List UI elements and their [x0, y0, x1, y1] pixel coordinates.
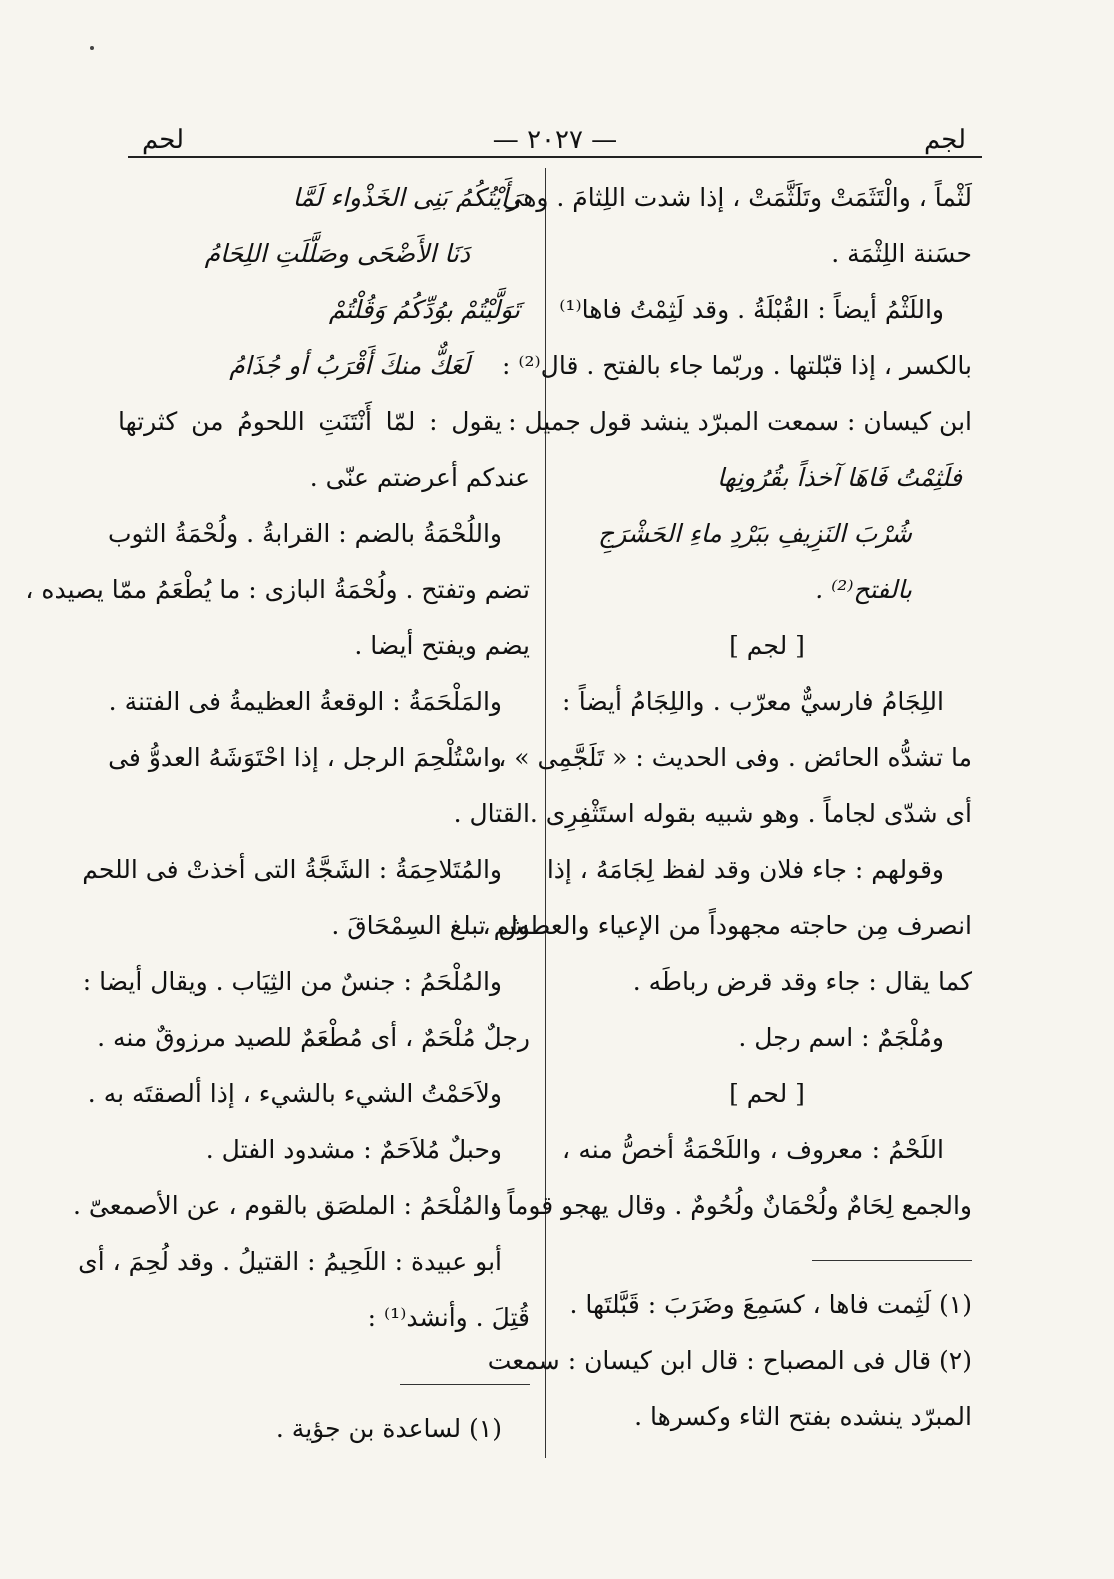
text-line: حسَنة اللِثْمَة .	[831, 239, 972, 268]
text-line: واللَثْمُ أيضاً : القُبْلَةُ . وقد لَثِمْتُ فاها⁽¹⁾	[559, 295, 944, 324]
footnote: (١) لساعدة بن جؤية .	[275, 1414, 502, 1443]
page-number: — ٢٠٢٧ —	[492, 125, 618, 155]
footnote-rule	[400, 1384, 530, 1385]
text-line: أى شدّى لجاماً . وهو شبيه بقوله استَثْفِرِى .	[529, 799, 972, 828]
page-header	[128, 124, 982, 160]
text-line: اللِجَامُ فارسيٌّ معرّب . واللِجَامُ أيضاً :	[562, 687, 944, 716]
footnote: (١) لَثِمت فاها ، كسَمِعَ وضَرَبَ : قَبَّلتَها .	[569, 1290, 972, 1319]
text-line: وحبلٌ مُلاَحَمٌ : مشدود الفتل .	[205, 1135, 502, 1164]
text-line: يضم ويفتح أيضا .	[354, 631, 530, 660]
verse-line: رَأَيْتُكُمُ بَنِى الخَذْواء لَمَّا	[292, 183, 520, 212]
text-line: ومُلْجَمٌ : اسم رجل .	[738, 1023, 944, 1052]
verse-line: دَنَا الأَضْحَى وصَلَّلَتِ اللِحَامُ	[204, 239, 470, 268]
text-line: رجلٌ مُلْحَمٌ ، أى مُطْعَمٌ للصيد مرزوقٌ منه .	[97, 1023, 530, 1052]
footnote-rule	[812, 1260, 972, 1261]
left-column	[25, 170, 530, 1457]
text-line: ولم تبلغ السِمْحَاقَ .	[331, 911, 530, 940]
text-line: والمُلْحَمُ : جنسٌ من الثِيَاب . ويقال أيضا :	[82, 967, 502, 996]
footnote: (٢) قال فى المصباح : قال ابن كيسان : سمعت	[487, 1346, 972, 1375]
text-line: ولاَحَمْتُ الشيء بالشيء ، إذا ألصقتَه به .	[87, 1079, 502, 1108]
text-line: قُتِلَ . وأنشد⁽¹⁾ :	[367, 1303, 530, 1332]
page-speck	[90, 46, 94, 50]
text-line: اللَحْمُ : معروف ، واللَحْمَةُ أخصُّ منه ،	[562, 1135, 944, 1164]
text-line: كما يقال : جاء وقد قرض رباطَه .	[632, 967, 972, 996]
text-line: وقولهم : جاء فلان وقد لفظ لِجَامَهُ ، إذا	[546, 855, 944, 884]
entry-heading: [ لحم ]	[729, 1079, 805, 1108]
verse-line: شُرْبَ النَزِيفِ ببَرْدِ ماءِ الحَشْرَجِ	[598, 519, 912, 548]
text-line: بالفتح⁽²⁾ .	[815, 575, 912, 604]
text-line: تضم وتفتح . ولُحْمَةُ البازى : ما يُطْعَمُ ممّا يصيده ،	[25, 575, 530, 604]
text-line: أبو عبيدة : اللَحِيمُ : القتيلُ . وقد لُحِمَ ، أى	[78, 1247, 502, 1276]
entry-heading: [ لجم ]	[729, 631, 805, 660]
text-line: واللُحْمَةُ بالضم : القرابةُ . ولُحْمَةُ الثوب	[107, 519, 502, 548]
footnote: المبرّد ينشده بفتح الثاء وكسرها .	[634, 1402, 972, 1431]
text-line: يقول : لمّا أَنْتَنَتِ اللحومُ من كثرتها	[118, 407, 502, 436]
text-line: والمَلْحَمَةُ : الوقعةُ العظيمةُ فى الفتنة .	[108, 687, 502, 716]
verse-line: لَعَكٌّ منكَ أَقْرَبُ أو جُذَامُ	[229, 351, 470, 380]
header-rule	[128, 156, 982, 158]
text-line: عندكم أعرضتم عنّى .	[309, 463, 530, 492]
running-head-left: لحم	[142, 125, 185, 155]
verse-line: تَوَلَّيْتُمْ بوُدِّكُمُ وَقُلْتُمْ	[328, 295, 520, 324]
text-line: واسْتُلْحِمَ الرجل ، إذا احْتَوَشَهُ العدوُّ فى	[108, 743, 502, 772]
text-line: لَثْماً ، والْتَثَمَتْ وتَلَثَّمَتْ ، إذا شدت اللِثامَ . وهى	[502, 183, 972, 212]
text-line: والمُتَلاحِمَةُ : الشَجَّةُ التى أخذتْ فى اللحم	[82, 855, 502, 884]
text-line: القتال .	[453, 799, 530, 828]
text-line: والمُلْحَمُ : الملصَق بالقوم ، عن الأصمعىّ .	[73, 1191, 502, 1220]
text-line: ابن كيسان : سمعت المبرّد ينشد قول جميل :	[508, 407, 972, 436]
running-head-right: لجم	[923, 125, 966, 155]
text-line: ما تشدُّه الحائض . وفى الحديث : « تَلَجَّمِى » ،	[498, 743, 972, 772]
verse-line: فلَثِمْتُ فَاهَا آخذاً بقُرُونِها	[716, 463, 962, 492]
text-line: بالكسر ، إذا قبّلتها . وربّما جاء بالفتح . قال⁽²⁾ :	[502, 351, 972, 380]
text-line: انصرف مِن حاجته مجهوداً من الإعياء والعطش ،	[482, 911, 972, 940]
text-line: والجمع لِحَامٌ ولُحْمَانٌ ولُحُومٌ . وقال يهجو قوماً :	[490, 1191, 972, 1220]
